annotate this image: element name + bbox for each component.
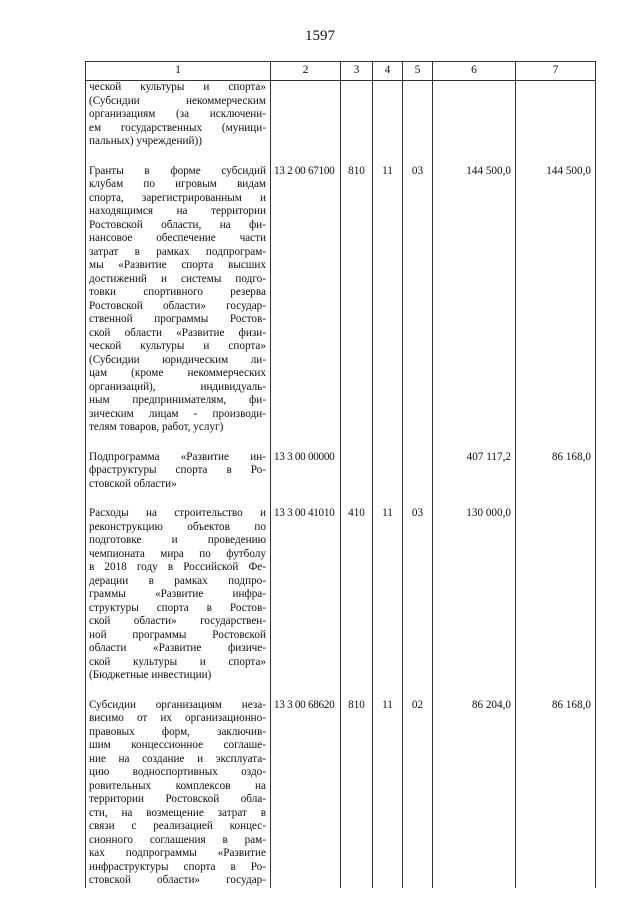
description-line: пальных) учреждений)) [89, 135, 202, 147]
spacer-cell [403, 491, 433, 507]
spacer-cell [86, 491, 271, 507]
row-col-3 [341, 451, 373, 492]
spacer-cell [341, 435, 373, 451]
row-col-5: 03 [403, 165, 433, 435]
row-amount-7: 86 168,0 [516, 451, 596, 492]
spacer-cell [403, 149, 433, 165]
description-line: связи с реализацией концес- [89, 820, 266, 832]
description-line: (Субсидии некоммерческим [89, 94, 266, 107]
row-amount-6: 407 117,2 [433, 451, 516, 492]
header-col-4: 4 [373, 62, 403, 81]
header-col-2: 2 [271, 62, 341, 81]
description-line: находящимся на территории [89, 205, 266, 217]
table-row [86, 81, 596, 149]
row-col-3: 810 [341, 165, 373, 435]
description-line: Подпрограмма «Развитие ин- [89, 450, 266, 463]
row-description [86, 81, 271, 149]
description-line: Ростовской области» государ- [89, 299, 266, 312]
row-col-4 [373, 451, 403, 492]
description-line: ской области «Развитие физи- [89, 326, 266, 339]
row-col-5 [403, 81, 433, 149]
description-line: ской области» государствен- [89, 615, 266, 627]
spacer-cell [433, 683, 516, 699]
spacer-cell [516, 149, 596, 165]
description-line: ем государственных (муници- [89, 121, 266, 134]
description-line: Субсидии организациям неза- [89, 698, 266, 711]
description-line: стовской области» государ- [89, 874, 266, 886]
row-amount-6: 144 500,0 [433, 165, 516, 435]
row-code: 13 2 00 67100 [271, 165, 341, 435]
description-line: инфраструктуры спорта в Ро- [89, 860, 266, 873]
spacer-cell [341, 491, 373, 507]
spacer-cell [403, 683, 433, 699]
row-col-4: 11 [373, 165, 403, 435]
spacer-cell [433, 491, 516, 507]
header-row [86, 62, 596, 81]
row-description [86, 699, 271, 888]
description-line: цам (кроме некоммерческих [89, 367, 266, 379]
table-row [86, 699, 596, 888]
spacer-cell [373, 491, 403, 507]
row-col-5: 03 [403, 507, 433, 683]
description-line: зическим лицам - производи- [89, 407, 266, 420]
row-col-3: 410 [341, 507, 373, 683]
description-line: ственной программы Ростов- [89, 313, 266, 325]
description-line: ках подпрограммы «Развитие [89, 847, 266, 859]
description-line: реконструкцию объектов по [89, 520, 266, 533]
description-line: стовской области» [89, 477, 177, 490]
description-line: подготовке и проведению [89, 534, 266, 546]
spacer-cell [271, 491, 341, 507]
description-line: цию водноспортивных оздо- [89, 766, 266, 778]
description-line: достижений и системы подго- [89, 272, 266, 285]
spacer-cell [341, 149, 373, 165]
row-code [271, 81, 341, 149]
row-description [86, 165, 271, 435]
spacer-cell [86, 149, 271, 165]
row-col-5 [403, 451, 433, 492]
row-code: 13 3 00 68620 [271, 699, 341, 888]
row-amount-6: 86 204,0 [433, 699, 516, 888]
description-line: сти, на возмещение затрат в [89, 806, 266, 819]
table-row [86, 165, 596, 435]
description-line: ровительных комплексов на [89, 779, 266, 792]
spacer-cell [86, 683, 271, 699]
description-line: организациям (за исключени- [89, 108, 266, 120]
spacer-cell [516, 491, 596, 507]
description-line: ние на создание и эксплуата- [89, 752, 266, 765]
row-spacer [86, 149, 596, 165]
header-col-6: 6 [433, 62, 516, 81]
spacer-cell [373, 149, 403, 165]
description-line: ческой культуры и спорта» [89, 340, 266, 352]
spacer-cell [271, 683, 341, 699]
row-code: 13 3 00 00000 [271, 451, 341, 492]
description-line: области «Развитие физиче- [89, 642, 266, 654]
spacer-cell [86, 435, 271, 451]
spacer-cell [516, 435, 596, 451]
description-line: ным предпринимателям, фи- [89, 394, 266, 406]
description-line: чемпионата мира по футболу [89, 547, 266, 560]
header-col-7: 7 [516, 62, 596, 81]
description-line: территории Ростовской обла- [89, 793, 266, 805]
row-amount-7: 144 500,0 [516, 165, 596, 435]
row-amount-7: 86 168,0 [516, 699, 596, 888]
spacer-cell [341, 683, 373, 699]
description-line: в 2018 году в Российской Фе- [89, 561, 266, 573]
description-line: мы «Развитие спорта высших [89, 259, 266, 271]
row-description [86, 507, 271, 683]
row-col-4: 11 [373, 699, 403, 888]
page-number: 1597 [305, 28, 335, 44]
row-description [86, 451, 271, 492]
description-line: ской культуры и спорта» [89, 655, 266, 668]
description-line: нансовое обеспечение части [89, 232, 266, 244]
row-amount-7 [516, 81, 596, 149]
description-line: клубам по игровым видам [89, 178, 266, 190]
description-line: (Субсидии юридическим ли- [89, 353, 266, 366]
description-line: шим концессионное соглаше- [89, 739, 266, 751]
description-line: спорта, зарегистрированным и [89, 191, 266, 204]
description-line: затрат в рамках подпрограм- [89, 245, 266, 258]
spacer-cell [433, 435, 516, 451]
description-line: дерации в рамках подпро- [89, 574, 266, 587]
header-col-1: 1 [86, 62, 271, 81]
spacer-cell [433, 149, 516, 165]
description-line: граммы «Развитие инфра- [89, 588, 266, 600]
description-line: правовых форм, заключив- [89, 725, 266, 738]
spacer-cell [516, 683, 596, 699]
row-spacer [86, 683, 596, 699]
description-line: организаций), индивидуаль- [89, 380, 266, 393]
row-col-4 [373, 81, 403, 149]
row-spacer [86, 435, 596, 451]
header-col-5: 5 [403, 62, 433, 81]
description-line: висимо от их организационно- [89, 712, 266, 724]
row-col-3: 810 [341, 699, 373, 888]
spacer-cell [271, 149, 341, 165]
budget-table [85, 61, 596, 888]
row-amount-7 [516, 507, 596, 683]
spacer-cell [373, 683, 403, 699]
spacer-cell [403, 435, 433, 451]
description-line: телям товаров, работ, услуг) [89, 421, 224, 433]
row-spacer [86, 491, 596, 507]
description-line: (Бюджетные инвестиции) [89, 669, 212, 681]
table-row [86, 451, 596, 492]
description-line: структуры спорта в Ростов- [89, 601, 266, 614]
row-col-3 [341, 81, 373, 149]
row-amount-6 [433, 81, 516, 149]
row-col-4: 11 [373, 507, 403, 683]
row-amount-6: 130 000,0 [433, 507, 516, 683]
description-line: ной программы Ростовской [89, 628, 266, 641]
description-line: Расходы на строительство и [89, 507, 266, 519]
header-col-3: 3 [341, 62, 373, 81]
spacer-cell [271, 435, 341, 451]
spacer-cell [373, 435, 403, 451]
table-row [86, 507, 596, 683]
description-line: сионного соглашения в рам- [89, 833, 266, 846]
description-line: ческой культуры и спорта» [89, 81, 266, 93]
description-line: Ростовской области, на фи- [89, 218, 266, 231]
row-col-5: 02 [403, 699, 433, 888]
description-line: Гранты в форме субсидий [89, 164, 266, 177]
row-code: 13 3 00 41010 [271, 507, 341, 683]
description-line: фраструктуры спорта в Ро- [89, 464, 266, 476]
description-line: товки спортивного резерва [89, 286, 266, 298]
